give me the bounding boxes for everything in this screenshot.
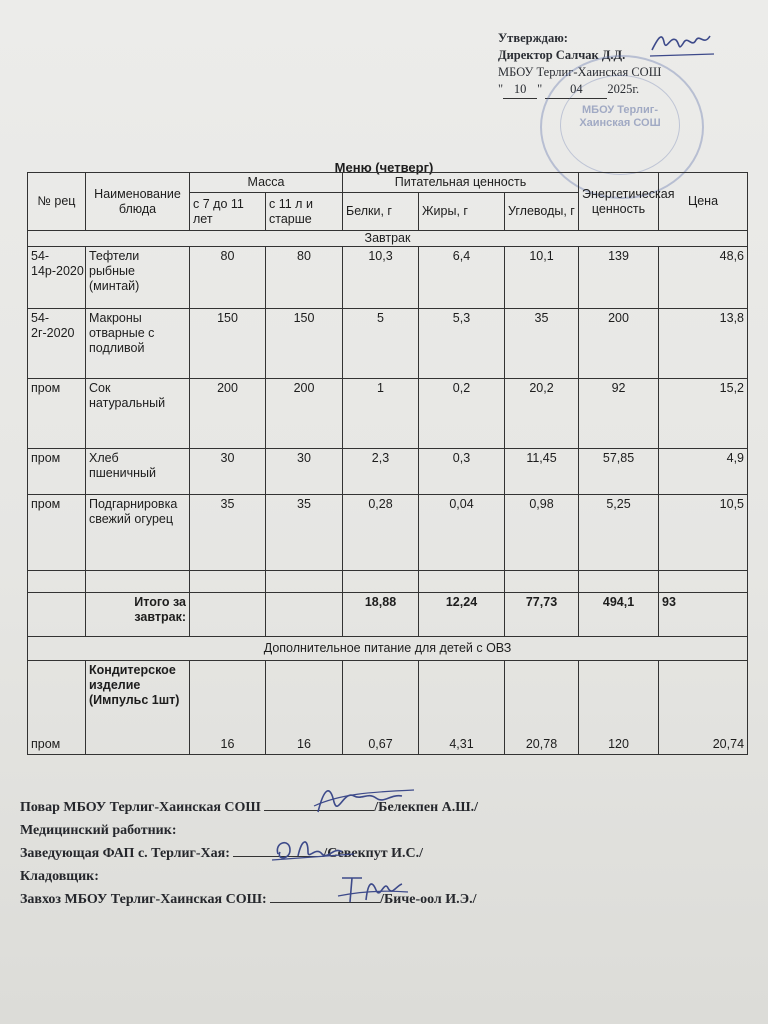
table-row bbox=[28, 661, 748, 755]
approval-heading: Утверждаю: bbox=[498, 31, 568, 45]
cook-name: /Белекпен А.Ш./ bbox=[374, 800, 479, 815]
cell-rec: пром bbox=[28, 495, 86, 571]
cell-mass-7-11: 16 bbox=[190, 661, 266, 755]
header-price: Цена bbox=[659, 173, 748, 231]
cell-dish: Кондитерское изделие (Импульс 1шт) bbox=[86, 661, 190, 755]
supply-name: /Биче-оол И.Э./ bbox=[380, 892, 477, 907]
cell-mass-7-11: 80 bbox=[190, 247, 266, 309]
cell-mass-7-11: 30 bbox=[190, 449, 266, 495]
header-energy: Энергетическая ценность bbox=[579, 173, 659, 231]
cell-mass-11-plus: 200 bbox=[266, 379, 343, 449]
header-dish-name: Наименование блюда bbox=[86, 173, 190, 231]
menu-title: Меню (четверг) bbox=[334, 160, 434, 175]
cell-proteins: 2,3 bbox=[343, 449, 419, 495]
cell-carbs: 11,45 bbox=[505, 449, 579, 495]
cook-line bbox=[20, 796, 740, 819]
cell-mass-7-11: 35 bbox=[190, 495, 266, 571]
approval-school: МБОУ Терлиг-Хаинская СОШ bbox=[498, 65, 662, 79]
total-carbs: 77,73 bbox=[505, 593, 579, 637]
cell-price: 15,2 bbox=[659, 379, 748, 449]
cell-fats: 4,31 bbox=[419, 661, 505, 755]
cell-fats: 0,04 bbox=[419, 495, 505, 571]
table-row bbox=[28, 495, 748, 571]
fap-line bbox=[20, 842, 740, 865]
total-proteins: 18,88 bbox=[343, 593, 419, 637]
cell-mass-11-plus: 80 bbox=[266, 247, 343, 309]
cell-energy: 120 bbox=[579, 661, 659, 755]
header-mass: Масса bbox=[190, 173, 343, 193]
supply-signature bbox=[332, 870, 412, 910]
date-quote-close: " bbox=[537, 82, 543, 96]
total-row bbox=[28, 593, 748, 637]
signatures-block bbox=[20, 796, 740, 911]
cell-proteins: 0,28 bbox=[343, 495, 419, 571]
cell-proteins: 1 bbox=[343, 379, 419, 449]
cell-rec: 54-2г-2020 bbox=[28, 309, 86, 379]
cell-fats: 6,4 bbox=[419, 247, 505, 309]
header-rec-no: № рец bbox=[28, 173, 86, 231]
cell-energy: 57,85 bbox=[579, 449, 659, 495]
cell-proteins: 5 bbox=[343, 309, 419, 379]
cell-mass-11-plus: 150 bbox=[266, 309, 343, 379]
cell-proteins: 10,3 bbox=[343, 247, 419, 309]
cell-carbs: 20,78 bbox=[505, 661, 579, 755]
table-row bbox=[28, 449, 748, 495]
cell-price: 13,8 bbox=[659, 309, 748, 379]
cell-carbs: 0,98 bbox=[505, 495, 579, 571]
cell-carbs: 20,2 bbox=[505, 379, 579, 449]
cell-fats: 0,2 bbox=[419, 379, 505, 449]
cell-dish: Макроны отварные с подливой bbox=[86, 309, 190, 379]
table-row bbox=[28, 247, 748, 309]
table-row bbox=[28, 379, 748, 449]
header-carbs: Углеводы, г bbox=[505, 193, 579, 231]
stamp-text: МБОУ Терлиг-Хаинская СОШ bbox=[560, 75, 680, 175]
supply-role: Завхоз МБОУ Терлиг-Хаинская СОШ: bbox=[20, 892, 267, 907]
cell-rec: пром bbox=[28, 661, 86, 755]
cell-proteins: 0,67 bbox=[343, 661, 419, 755]
total-price: 93 bbox=[659, 593, 748, 637]
cell-mass-11-plus: 35 bbox=[266, 495, 343, 571]
storekeeper-role: Кладовщик: bbox=[20, 869, 99, 884]
cell-mass-11-plus: 30 bbox=[266, 449, 343, 495]
cell-carbs: 10,1 bbox=[505, 247, 579, 309]
cell-dish: Подгарнировка свежий огурец bbox=[86, 495, 190, 571]
cell-dish: Хлеб пшеничный bbox=[86, 449, 190, 495]
cell-price: 4,9 bbox=[659, 449, 748, 495]
total-label: Итого за завтрак: bbox=[86, 593, 190, 637]
fap-name: /Севекпут И.С./ bbox=[323, 846, 423, 861]
menu-table bbox=[27, 172, 748, 755]
total-energy: 494,1 bbox=[579, 593, 659, 637]
cell-carbs: 35 bbox=[505, 309, 579, 379]
header-mass-11-plus: с 11 л и старше bbox=[266, 193, 343, 231]
total-fats: 12,24 bbox=[419, 593, 505, 637]
fap-role: Заведующая ФАП с. Терлиг-Хая: bbox=[20, 846, 230, 861]
date-quote-open: " bbox=[498, 82, 504, 96]
table-row bbox=[28, 309, 748, 379]
medic-line bbox=[20, 819, 740, 842]
cell-price: 10,5 bbox=[659, 495, 748, 571]
empty-row bbox=[28, 571, 748, 593]
cell-rec: 54-14р-2020 bbox=[28, 247, 86, 309]
extra-nutrition-section: Дополнительное питание для детей с ОВЗ bbox=[28, 637, 748, 661]
fap-signature bbox=[268, 832, 358, 866]
cook-signature bbox=[310, 782, 420, 818]
medic-role: Медицинский работник: bbox=[20, 823, 177, 838]
cook-role: Повар МБОУ Терлиг-Хаинская СОШ bbox=[20, 800, 261, 815]
cell-energy: 5,25 bbox=[579, 495, 659, 571]
cell-mass-7-11: 150 bbox=[190, 309, 266, 379]
approval-director: Директор Салчак Д.Д. bbox=[498, 48, 626, 62]
cell-rec: пром bbox=[28, 449, 86, 495]
header-mass-7-11: с 7 до 11 лет bbox=[190, 193, 266, 231]
cell-energy: 139 bbox=[579, 247, 659, 309]
cell-dish: Тефтели рыбные (минтай) bbox=[86, 247, 190, 309]
cell-fats: 5,3 bbox=[419, 309, 505, 379]
cell-energy: 200 bbox=[579, 309, 659, 379]
cell-mass-7-11: 200 bbox=[190, 379, 266, 449]
breakfast-section: Завтрак bbox=[28, 231, 748, 247]
director-signature bbox=[648, 28, 718, 62]
cell-fats: 0,3 bbox=[419, 449, 505, 495]
cell-energy: 92 bbox=[579, 379, 659, 449]
header-proteins: Белки, г bbox=[343, 193, 419, 231]
date-year: 2025г. bbox=[607, 82, 640, 96]
header-nutrition: Питательная ценность bbox=[343, 173, 579, 193]
date-month: 04 bbox=[545, 81, 607, 99]
cell-dish: Сок натуральный bbox=[86, 379, 190, 449]
cell-price: 20,74 bbox=[659, 661, 748, 755]
cell-price: 48,6 bbox=[659, 247, 748, 309]
cell-mass-11-plus: 16 bbox=[266, 661, 343, 755]
header-fats: Жиры, г bbox=[419, 193, 505, 231]
supply-line bbox=[20, 888, 740, 911]
date-day: 10 bbox=[503, 81, 537, 99]
cell-rec: пром bbox=[28, 379, 86, 449]
